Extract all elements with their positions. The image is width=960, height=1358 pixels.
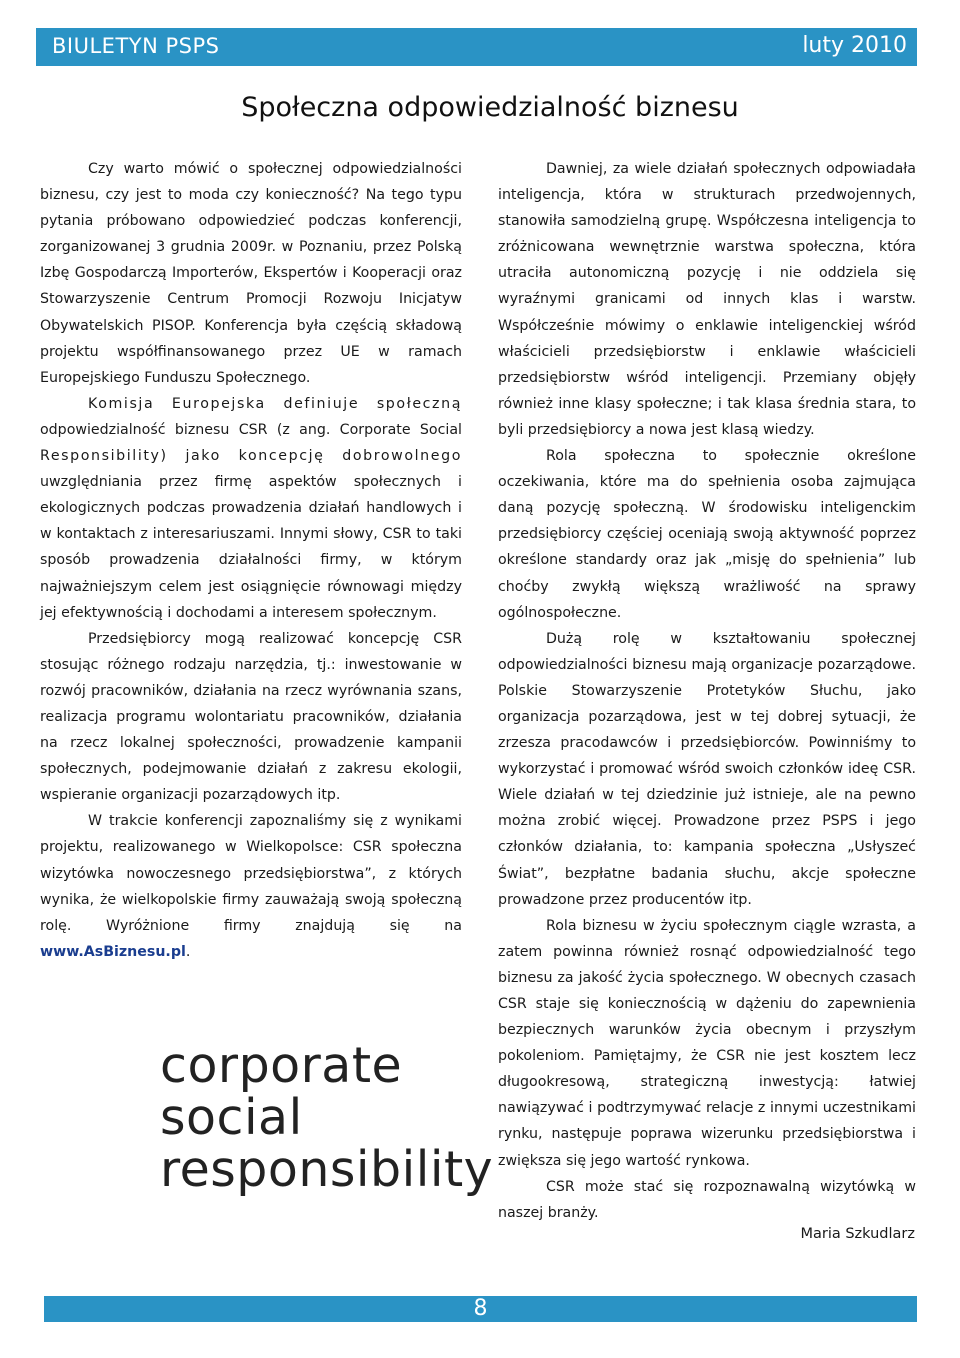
right-column	[498, 156, 916, 1226]
paragraph-text: W trakcie konferencji zapoznaliśmy się z wynikami projektu, realizowanego w Wielkopolsce: CSR społeczna wizytówka nowoczesnego przedsiębiorstwa”, z których wynika, że wielkopolskie firmy zauważają swoją społeczną rolę. Wyróżnione firmy znajdują się na	[40, 813, 462, 934]
left-column	[40, 156, 462, 965]
footer-bar	[44, 1296, 917, 1322]
paragraph-text: Dużą rolę w kształtowaniu społecznej odpowiedzialności biznesu mają organizacje pozarządowe. Polskie Stowarzyszenie Protetyków Słuchu, jako organizacja pozarządowa, jest w tej dobrej sytuacji, że zrzesza pracodawców i przedsiębiorców. Powinniśmy to wykorzystać i promować wśród swoich członków ideę CSR. Wiele działań w tej dziedzinie już istnieje, ale na pewno można zrobić więcej. Prowadzone przez PSPS i jego członków działania, to: kampania społeczna „Usłyszeć Świat”, bezpłatne badania słuchu, akcje społeczne prowadzone przez producentów itp.	[498, 630, 916, 908]
paragraph	[498, 156, 916, 443]
issue-date: luty 2010	[802, 33, 907, 58]
paragraph-text: Dawniej, za wiele działań społecznych odpowiadała inteligencja, która w strukturach przedwojennych, stanowiła samodzielną grupę. Współczesna inteligencja to zróżnicowana wewnętrznie warstwa społeczna, która utraciła autonomiczną pozycję i nie oddziela się wyraźnymi granicami od innych klas i warstw. Współcześnie mówimy o enklawie inteligenckiej wśród właścicieli przedsiębiorstw i enklawie właścicieli przedsiębiorstw wśród inteligencji. Przemiany objęły również inne klasy społeczne; i tak klasa średnia stara, to byli przedsiębiorcy a nowa jest klasą wiedzy.	[498, 161, 916, 438]
paragraph-text: CSR może stać się rozpoznawalną wizytówką w naszej branży.	[498, 1178, 916, 1221]
paragraph-text: Rola biznesu w życiu społecznym ciągle wzrasta, a zatem powinna również rosnąć odpowiedzialność tego biznesu za jakość życia społecznego. W obecnych czasach CSR staje się koniecznością w dążeniu do zapewnienia bezpiecznych warunków życia obecnym i przyszłym pokoleniom. Pamiętajmy, że CSR nie jest kosztem lecz długookresową, strategiczną inwestycją: łatwiej nawiązywać i podtrzymywać relacje z innymi uczestnikami rynku, następuje poprawa wizerunku przedsiębiorstwa i zwiększa się jego wartość rynkowa.	[498, 917, 916, 1169]
header-bar	[36, 28, 917, 66]
paragraph	[498, 913, 916, 1174]
paragraph-text: Rola społeczna to społecznie określone oczekiwania, które ma do spełnienia osoba zajmująca daną pozycję społeczną. W środowisku inteligenckim przedsiębiorcy częściej oceniają swoją aktywność poprzez określone standardy oraz jak „misję do spełnienia” lub choćby zwykłą większą wrażliwość na sprawy ogólnospołeczne.	[498, 448, 916, 621]
logo-line: social	[160, 1089, 303, 1146]
publication-title: BIULETYN PSPS	[52, 34, 220, 58]
paragraph-text: .	[185, 943, 191, 960]
author-signature: Maria Szkudlarz	[800, 1226, 915, 1242]
csr-logo	[160, 1037, 494, 1220]
paragraph	[40, 626, 462, 809]
paragraph	[498, 1174, 916, 1226]
paragraph	[40, 156, 462, 391]
paragraph	[40, 391, 462, 626]
asbiznesu-link[interactable]: www.AsBiznesu.pl	[40, 943, 186, 960]
paragraph	[498, 443, 916, 626]
paragraph-text: Czy warto mówić o społecznej odpowiedzialności biznesu, czy jest to moda czy konieczność? Na tego typu pytania próbowano odpowiedzieć podczas konferencji, zorganizowanej 3 grudnia 2009r. w Poznaniu, przez Polską Izbę Gospodarczą Importerów, Ekspertów i Kooperacji oraz Stowarzyszenie Centrum Promocji Rozwoju Inicjatyw Obywatelskich PISOP. Konferencja była częścią składową projektu współfinansowanego przez UE w ramach Europejskiego Funduszu Społecznego.	[40, 161, 462, 386]
logo-line: responsibility	[160, 1141, 494, 1198]
paragraph	[498, 626, 916, 913]
paragraph-text: uwzględniania przez firmę aspektów społecznych i ekologicznych podczas prowadzenia działań handlowych i w kontaktach z interesariuszami. Innymi słowy, CSR to taki sposób prowadzenia działalności firmy, w którym najważniejszym celem jest osiągnięcie równowagi między jej efektywnością i dochodami a interesem społecznym.	[40, 474, 462, 621]
paragraph-text: Komisja Europejska definiuje społeczną	[88, 395, 462, 412]
article-title: Społeczna odpowiedzialność biznesu	[241, 92, 739, 123]
logo-line: corporate	[160, 1037, 403, 1094]
paragraph-text: Responsibility) jako koncepcję dobrowolnego	[40, 448, 462, 465]
paragraph	[40, 808, 462, 965]
page-number: 8	[473, 1296, 488, 1321]
paragraph-text: Przedsiębiorcy mogą realizować koncepcję CSR stosując różnego rodzaju narzędzia, tj.: inwestowanie w rozwój pracowników, działania na rzecz wyrównania szans, realizacja programu wolontariatu pracowników, działania na rzecz lokalnej społeczności, prowadzenie kampanii społecznych, podejmowanie działań z zakresu ekologii, wspieranie organizacji pozarządowych itp.	[40, 630, 462, 804]
paragraph-text: odpowiedzialność biznesu CSR (z ang. Corporate Social	[40, 421, 462, 438]
